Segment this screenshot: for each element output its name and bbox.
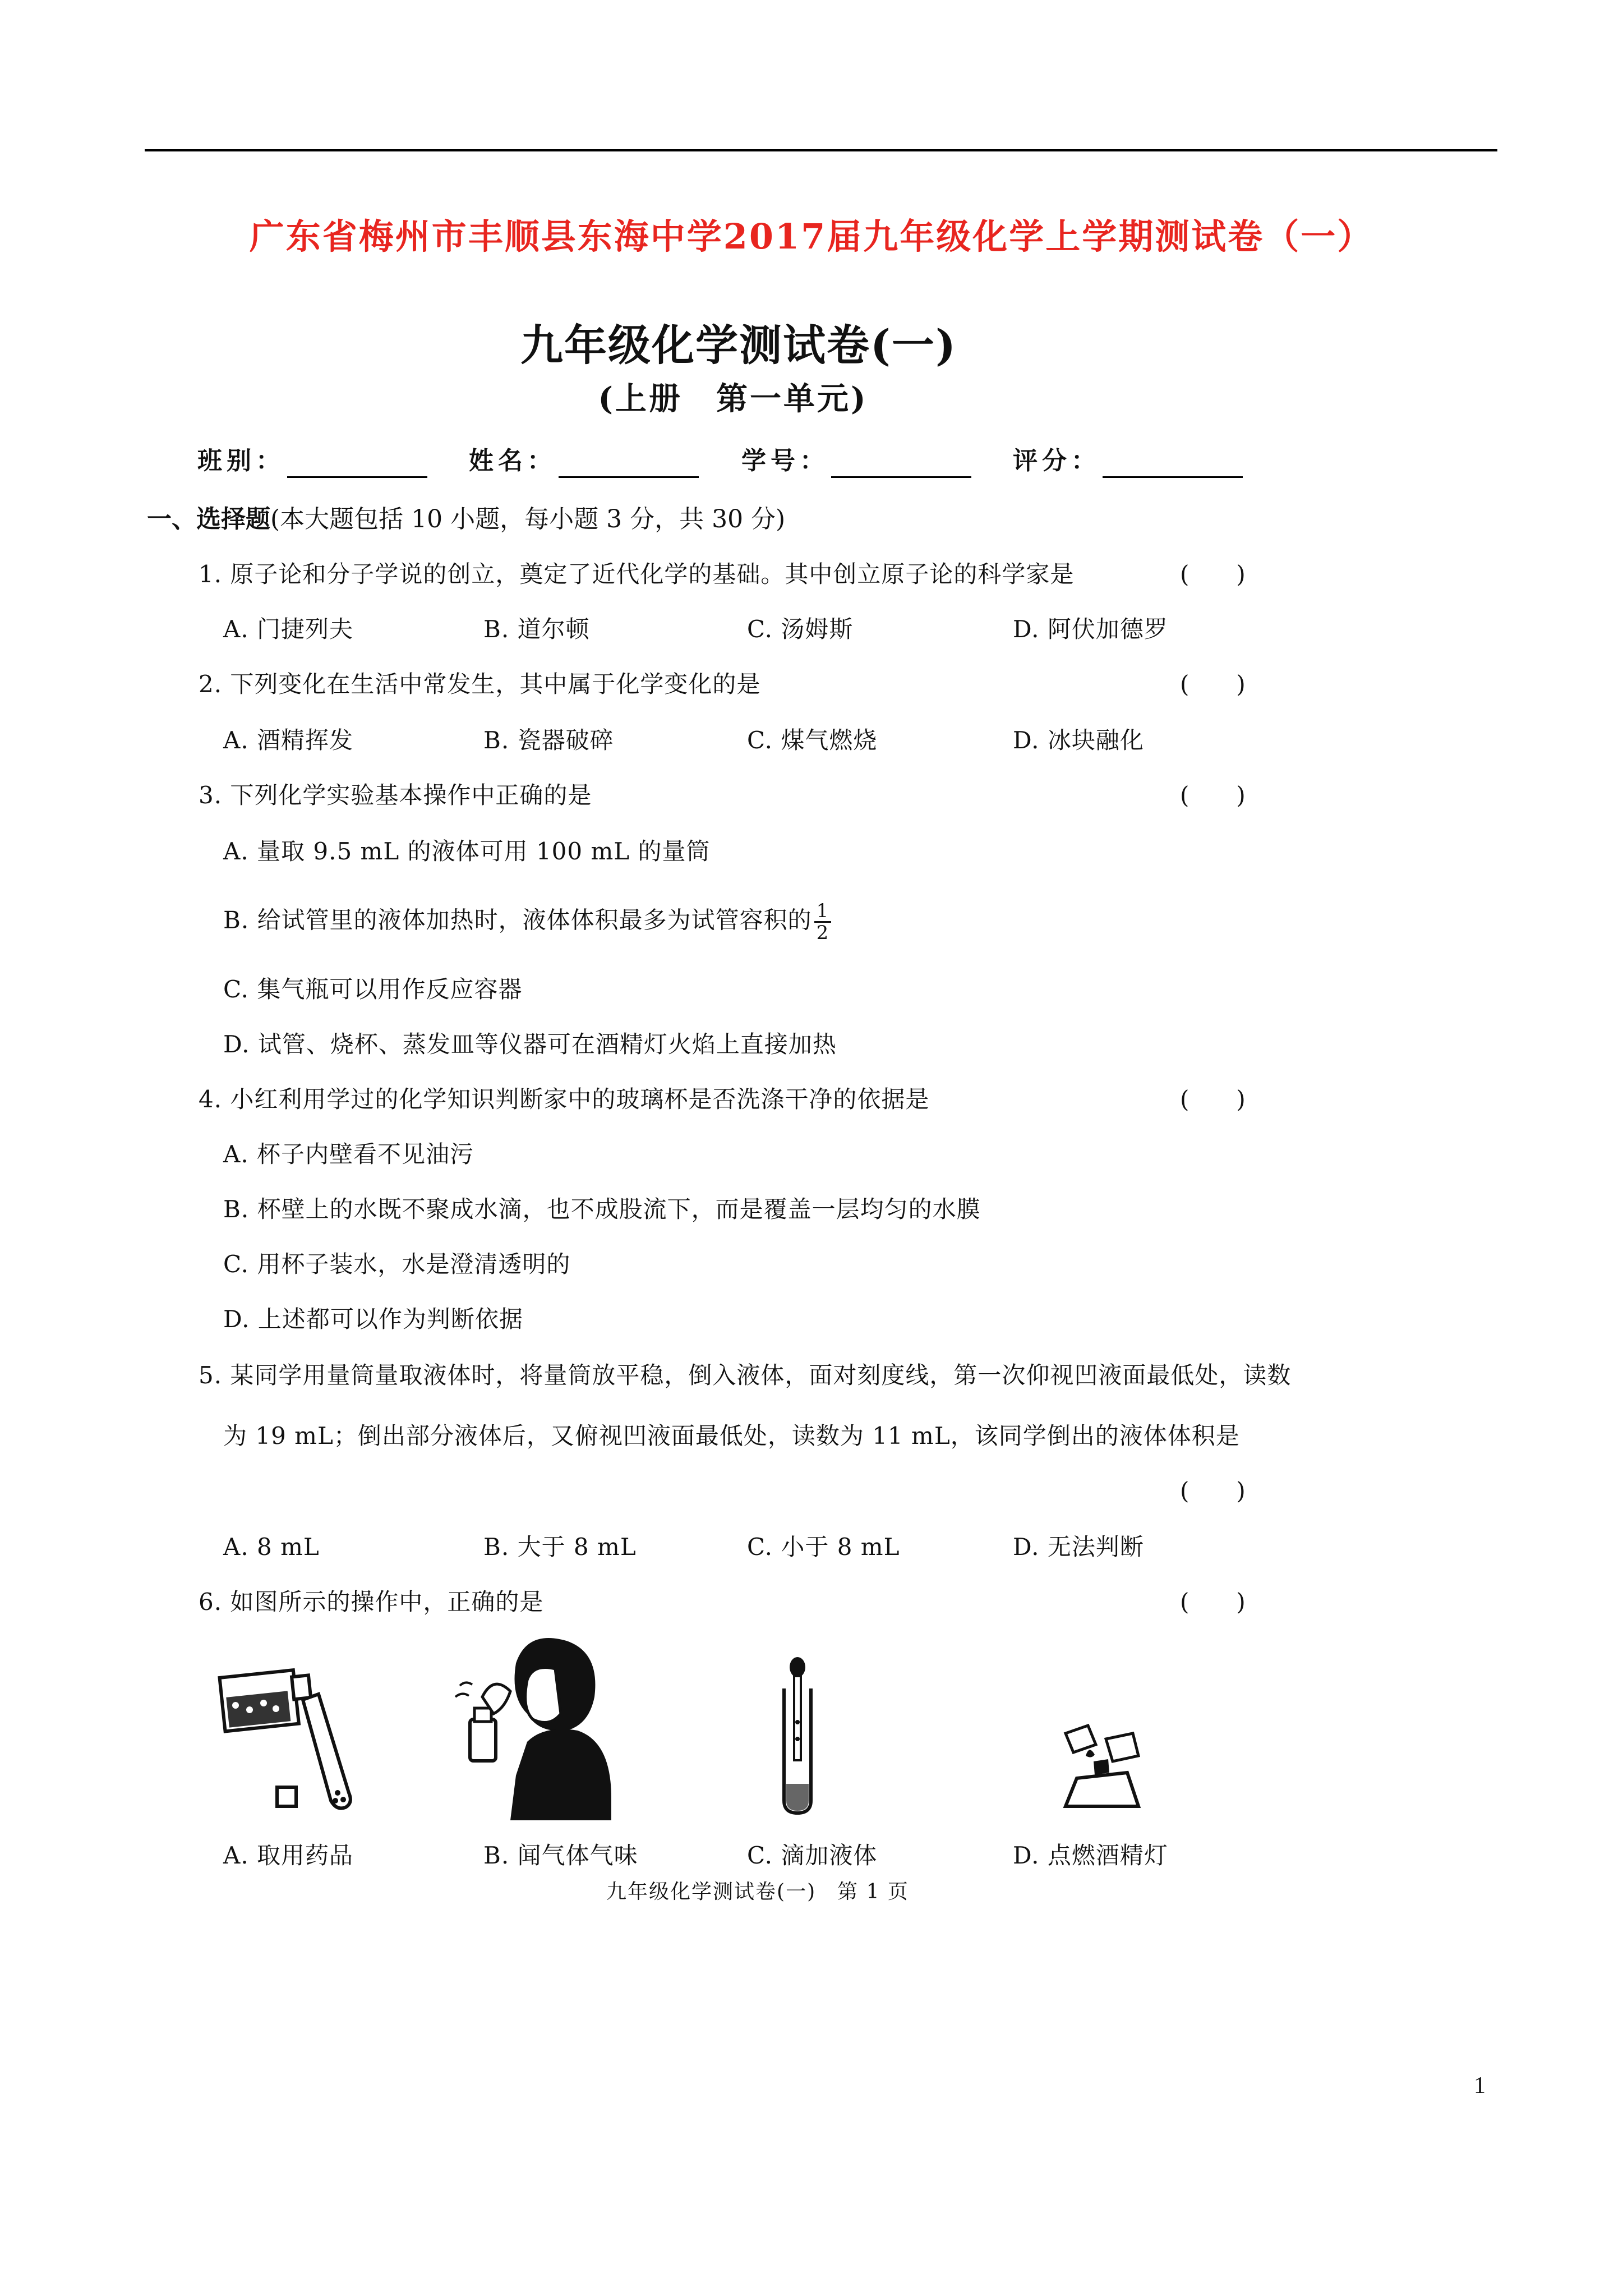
question-1-answer-paren[interactable]: ( ) [1180,560,1246,588]
page-number: 1 [1474,2073,1486,2099]
question-3-option-d[interactable]: D. 试管、烧杯、蒸发皿等仪器可在酒精灯火焰上直接加热 [223,1030,837,1058]
dropper-icon [790,1657,805,1760]
class-field[interactable] [197,444,427,478]
question-1-option-c[interactable]: C. 汤姆斯 [747,615,854,643]
paper-subtitle: (上册 第一单元) [598,380,868,417]
page-footer: 九年级化学测试卷(一) 第 1 页 [606,1880,909,1903]
reagent-bottle-icon [220,1670,311,1731]
test-tube-icon [303,1694,351,1809]
question-2-option-c[interactable]: C. 煤气燃烧 [747,726,878,754]
section-heading [147,503,785,536]
score-blank[interactable] [1103,449,1243,478]
student-no-blank[interactable] [831,449,971,478]
question-6-option-a[interactable]: A. 取用药品 [223,1842,354,1869]
figure-drop-liquid [775,1655,820,1818]
question-4-stem: 4. 小红利用学过的化学知识判断家中的玻璃杯是否洗涤干净的依据是 [199,1085,930,1113]
question-3-answer-paren[interactable]: ( ) [1180,781,1246,809]
name-label: 姓名： [469,447,556,475]
question-5-stem-line-2: 为 19 mL；倒出部分液体后，又俯视凹液面最低处，读数为 11 mL，该同学倒出的液体体积是 [223,1422,1240,1450]
section-title: 一、选择题 [147,505,270,533]
question-5-option-a[interactable]: A. 8 mL [223,1533,320,1561]
question-3-option-b[interactable] [223,901,831,943]
question-5-option-b[interactable]: B. 大于 8 mL [483,1533,637,1561]
question-4-option-c[interactable]: C. 用杯子装水，水是澄清透明的 [223,1250,571,1278]
question-4-answer-paren[interactable]: ( ) [1180,1085,1246,1113]
section-note: (本大题包括 10 小题，每小题 3 分，共 30 分) [270,505,786,533]
question-5-stem-line-1: 5. 某同学用量筒量取液体时，将量筒放平稳，倒入液体，面对刻度线，第一次仰视凹液面最低处，读数 [199,1361,1292,1389]
question-6-option-b[interactable]: B. 闻气体气味 [483,1842,638,1869]
question-4-option-d[interactable]: D. 上述都可以作为判断依据 [223,1305,523,1333]
question-5-answer-paren[interactable]: ( ) [1180,1477,1246,1504]
question-4-option-a[interactable]: A. 杯子内壁看不见油污 [223,1140,474,1168]
paper-title: 九年级化学测试卷(一) [520,320,957,370]
figure-light-lamp [1054,1722,1150,1812]
question-2-option-a[interactable]: A. 酒精挥发 [223,726,354,754]
question-1-stem: 1. 原子论和分子学说的创立，奠定了近代化学的基础。其中创立原子论的科学家是 [199,560,1075,588]
small-beaker-icon [277,1787,296,1806]
score-field[interactable] [1013,444,1243,478]
alcohol-lamp-icon [1066,1726,1138,1806]
question-5-option-c[interactable]: C. 小于 8 mL [747,1533,900,1561]
top-rule [145,149,1497,151]
question-1-option-d[interactable]: D. 阿伏加德罗 [1013,615,1168,643]
question-2-option-d[interactable]: D. 冰块融化 [1013,726,1144,754]
student-no-label: 学号： [741,447,829,475]
document-title: 广东省梅州市丰顺县东海中学2017届九年级化学上学期测试卷（一） [249,216,1374,257]
question-6-option-d[interactable]: D. 点燃酒精灯 [1013,1842,1168,1869]
gas-bottle-icon [470,1708,496,1761]
fraction-denominator: 2 [816,922,829,944]
question-1-option-a[interactable]: A. 门捷列夫 [223,615,354,643]
question-4-option-b[interactable]: B. 杯壁上的水既不聚成水滴，也不成股流下，而是覆盖一层均匀的水膜 [223,1195,981,1223]
name-blank[interactable] [559,449,699,478]
question-6-answer-paren[interactable]: ( ) [1180,1588,1246,1616]
student-no-field[interactable] [741,444,971,478]
question-2-answer-paren[interactable]: ( ) [1180,670,1246,698]
question-1-option-b[interactable]: B. 道尔顿 [483,615,590,643]
question-3-option-a[interactable]: A. 量取 9.5 mL 的液体可用 100 mL 的量筒 [223,838,711,865]
question-6-option-c[interactable]: C. 滴加液体 [747,1842,878,1869]
name-field[interactable] [469,444,699,478]
fraction-numerator: 1 [814,901,832,923]
question-2-option-b[interactable]: B. 瓷器破碎 [483,726,614,754]
figure-smell-gas [443,1630,617,1820]
question-5-option-d[interactable]: D. 无法判断 [1013,1533,1144,1561]
fraction-one-half [814,901,832,943]
score-label: 评分： [1013,447,1100,475]
question-3-option-b-text: B. 给试管里的液体加热时，液体体积最多为试管容积的 [223,906,812,934]
person-icon [510,1638,611,1820]
class-blank[interactable] [287,449,427,478]
class-label: 班别： [197,447,285,475]
flame-icon [1086,1750,1095,1757]
figure-take-reagent [219,1660,365,1812]
question-6-stem: 6. 如图所示的操作中，正确的是 [199,1588,544,1616]
question-3-option-c[interactable]: C. 集气瓶可以用作反应容器 [223,976,523,1003]
question-3-stem: 3. 下列化学实验基本操作中正确的是 [199,781,592,809]
question-2-stem: 2. 下列变化在生活中常发生，其中属于化学变化的是 [199,670,761,698]
